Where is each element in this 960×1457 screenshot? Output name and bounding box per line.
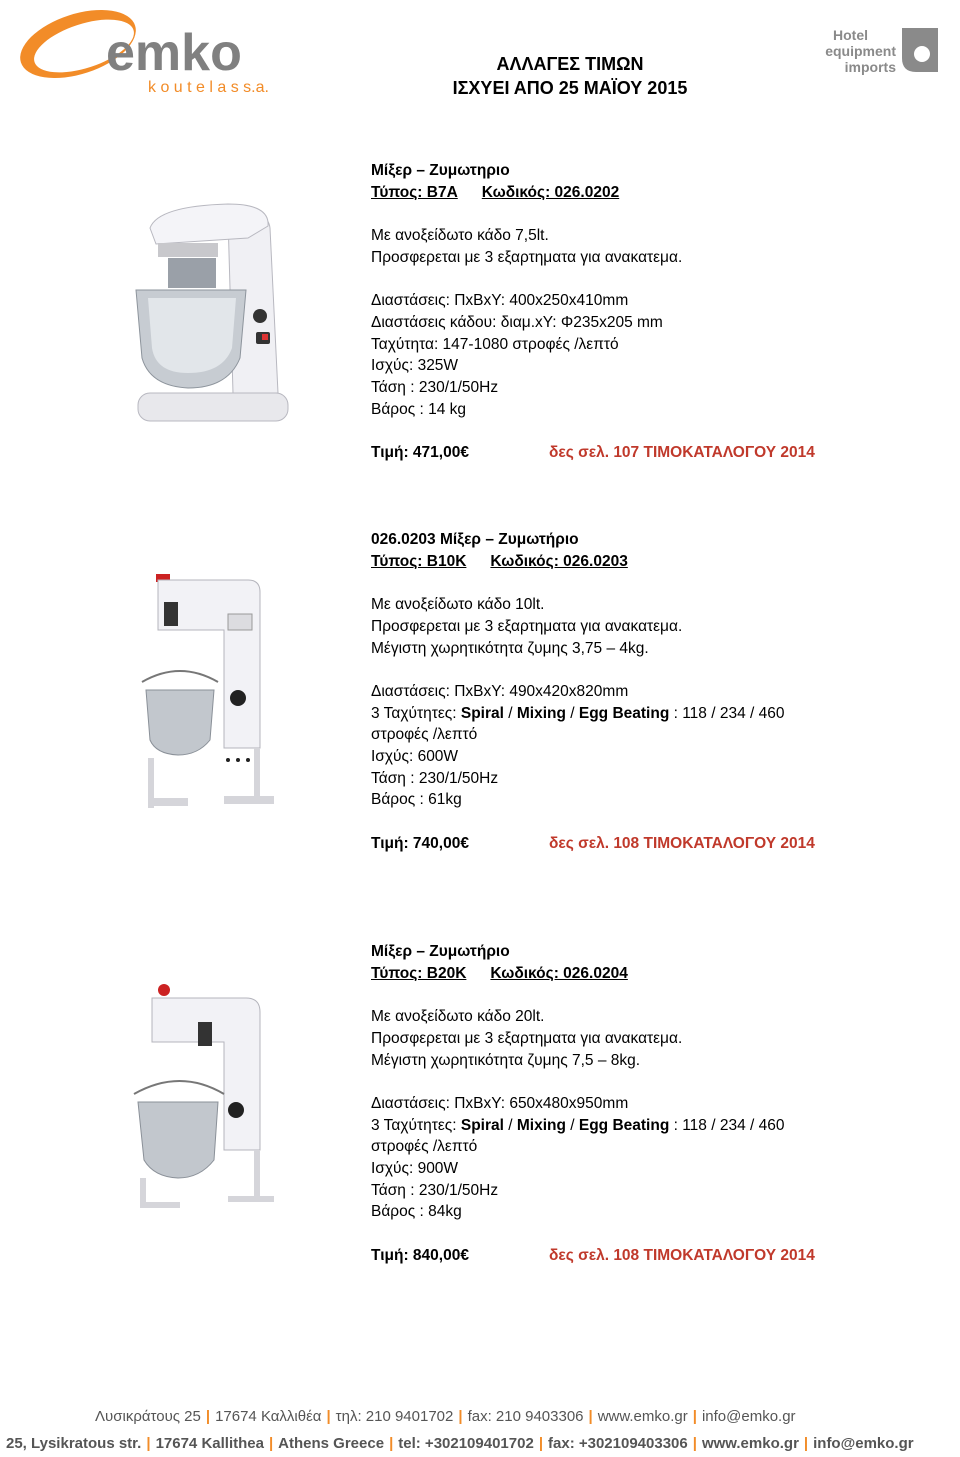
- footer-web-link[interactable]: www.emko.gr: [701, 1435, 799, 1452]
- product-power: Ισχύς: 900W: [371, 1160, 459, 1177]
- product-code: Κωδικός: 026.0203: [490, 552, 628, 570]
- product-voltage: Τάση : 230/1/50Hz: [371, 379, 499, 396]
- product-voltage: Τάση : 230/1/50Hz: [371, 769, 499, 787]
- product-desc: Με ανοξείδωτο κάδο 20lt.: [371, 1008, 545, 1026]
- product-bowl-dimensions: Διαστάσεις κάδου: διαμ.xY: Φ235x205 mm: [371, 313, 663, 331]
- catalog-reference: δες σελ. 107 ΤΙΜΟΚΑΤΑΛΟΓΟΥ 2014: [549, 444, 815, 462]
- product-desc: Προσφερεται με 3 εξαρτηματα για ανακατεμα.: [371, 617, 683, 635]
- product-b20k: [371, 941, 931, 1267]
- emko-logo: [8, 6, 328, 101]
- logo-brand: emko: [106, 24, 242, 82]
- product-b10k: [371, 529, 931, 855]
- product-price: Τιμή: 840,00€: [371, 1246, 469, 1264]
- svg-text:Hotel: Hotel: [833, 27, 868, 43]
- header-line1: ΑΛΛΑΓΕΣ ΤΙΜΩΝ: [496, 54, 644, 74]
- product-dimensions: Διαστάσεις: ΠxBxY: 490x420x820mm: [371, 682, 629, 700]
- product-weight: Βάρος : 14 kg: [371, 400, 467, 418]
- product-speeds: 3 Ταχύτητες: Spiral / Mixing / Egg Beating : 118 / 234 / 460: [371, 1116, 785, 1134]
- header-line2: ΙΣΧΥΕΙ ΑΠΟ 25 ΜΑΪΟΥ 2015: [452, 78, 688, 98]
- product-name: 026.0203 Μίξερ – Ζυμωτήριο: [371, 531, 579, 548]
- mixer-b10k-image: [128, 570, 278, 815]
- product-desc: Μέγιστη χωρητικότητα ζυμης 7,5 – 8kg.: [371, 1051, 641, 1069]
- mixer-b7a-image: [128, 198, 293, 433]
- product-type: Τύπος: B7A: [371, 183, 458, 201]
- hotel-equipment-logo: [806, 20, 946, 80]
- product-code: Κωδικός: 026.0202: [481, 183, 620, 201]
- product-price: Τιμή: 471,00€: [371, 444, 469, 462]
- product-type: Τύπος: B20K: [371, 964, 467, 982]
- svg-text:equipment: equipment: [825, 43, 896, 59]
- page-header: [400, 52, 740, 100]
- catalog-reference: δες σελ. 108 ΤΙΜΟΚΑΤΑΛΟΓΟΥ 2014: [549, 1246, 815, 1264]
- product-b7a: [371, 160, 931, 464]
- product-type: Τύπος: B10K: [371, 552, 467, 570]
- svg-text:imports: imports: [844, 59, 896, 75]
- product-speed: Ταχύτητα: 147-1080 στροφές /λεπτό: [371, 335, 619, 353]
- product-power: Ισχύς: 325W: [371, 357, 459, 375]
- product-name: Μίξερ – Ζυμωτήριο: [371, 943, 510, 960]
- footer-mail-link[interactable]: info@emko.gr: [701, 1408, 796, 1425]
- product-desc: Μέγιστη χωρητικότητα ζυμης 3,75 – 4kg.: [371, 639, 649, 657]
- product-type-code: [371, 963, 931, 985]
- footer: [0, 1400, 960, 1457]
- product-name: Μίξερ – Ζυμωτηριο: [371, 162, 510, 179]
- price-row: [371, 442, 931, 464]
- product-desc: Με ανοξείδωτο κάδο 10lt.: [371, 596, 545, 614]
- product-price: Τιμή: 740,00€: [371, 834, 469, 852]
- logo-sub: k o u t e l a s s.a.: [148, 79, 269, 96]
- product-weight: Βάρος : 61kg: [371, 791, 462, 809]
- price-row: [371, 1245, 931, 1267]
- product-desc: Προσφερεται με 3 εξαρτηματα για ανακατεμα.: [371, 248, 683, 266]
- product-desc: Με ανοξείδωτο κάδο 7,5lt.: [371, 227, 549, 245]
- mixer-b20k-image: [128, 982, 278, 1217]
- product-dimensions: Διαστάσεις: ΠxBxY: 400x250x410mm: [371, 292, 629, 310]
- footer-greek: Λυσικράτους 25 | 17674 Καλλιθέα | τηλ: 210 9401702 | fax: 210 9403306 | www.emko.gr | info@emko.gr: [95, 1408, 796, 1425]
- footer-mail-link[interactable]: info@emko.gr: [813, 1435, 914, 1452]
- price-row: [371, 833, 931, 855]
- product-type-code: [371, 182, 931, 204]
- product-power: Ισχύς: 600W: [371, 748, 459, 765]
- product-voltage: Τάση : 230/1/50Hz: [371, 1181, 499, 1199]
- product-code: Κωδικός: 026.0204: [490, 964, 628, 982]
- footer-english: 25, Lysikratous str. | 17674 Kallithea | Athens Greece | tel: +302109401702 | fax: +302109403306 | www.emko.gr | info@emko.gr: [6, 1435, 914, 1452]
- product-speeds: 3 Ταχύτητες: Spiral / Mixing / Egg Beating : 118 / 234 / 460: [371, 704, 785, 722]
- product-desc: Προσφερεται με 3 εξαρτηματα για ανακατεμα.: [371, 1029, 683, 1047]
- product-type-code: [371, 551, 931, 573]
- catalog-reference: δες σελ. 108 ΤΙΜΟΚΑΤΑΛΟΓΟΥ 2014: [549, 834, 815, 852]
- product-speed-unit: στροφές /λεπτό: [371, 726, 478, 744]
- product-weight: Βάρος : 84kg: [371, 1203, 462, 1221]
- product-speed-unit: στροφές /λεπτό: [371, 1138, 478, 1156]
- footer-web-link[interactable]: www.emko.gr: [597, 1408, 688, 1425]
- product-dimensions: Διαστάσεις: ΠxBxY: 650x480x950mm: [371, 1094, 629, 1112]
